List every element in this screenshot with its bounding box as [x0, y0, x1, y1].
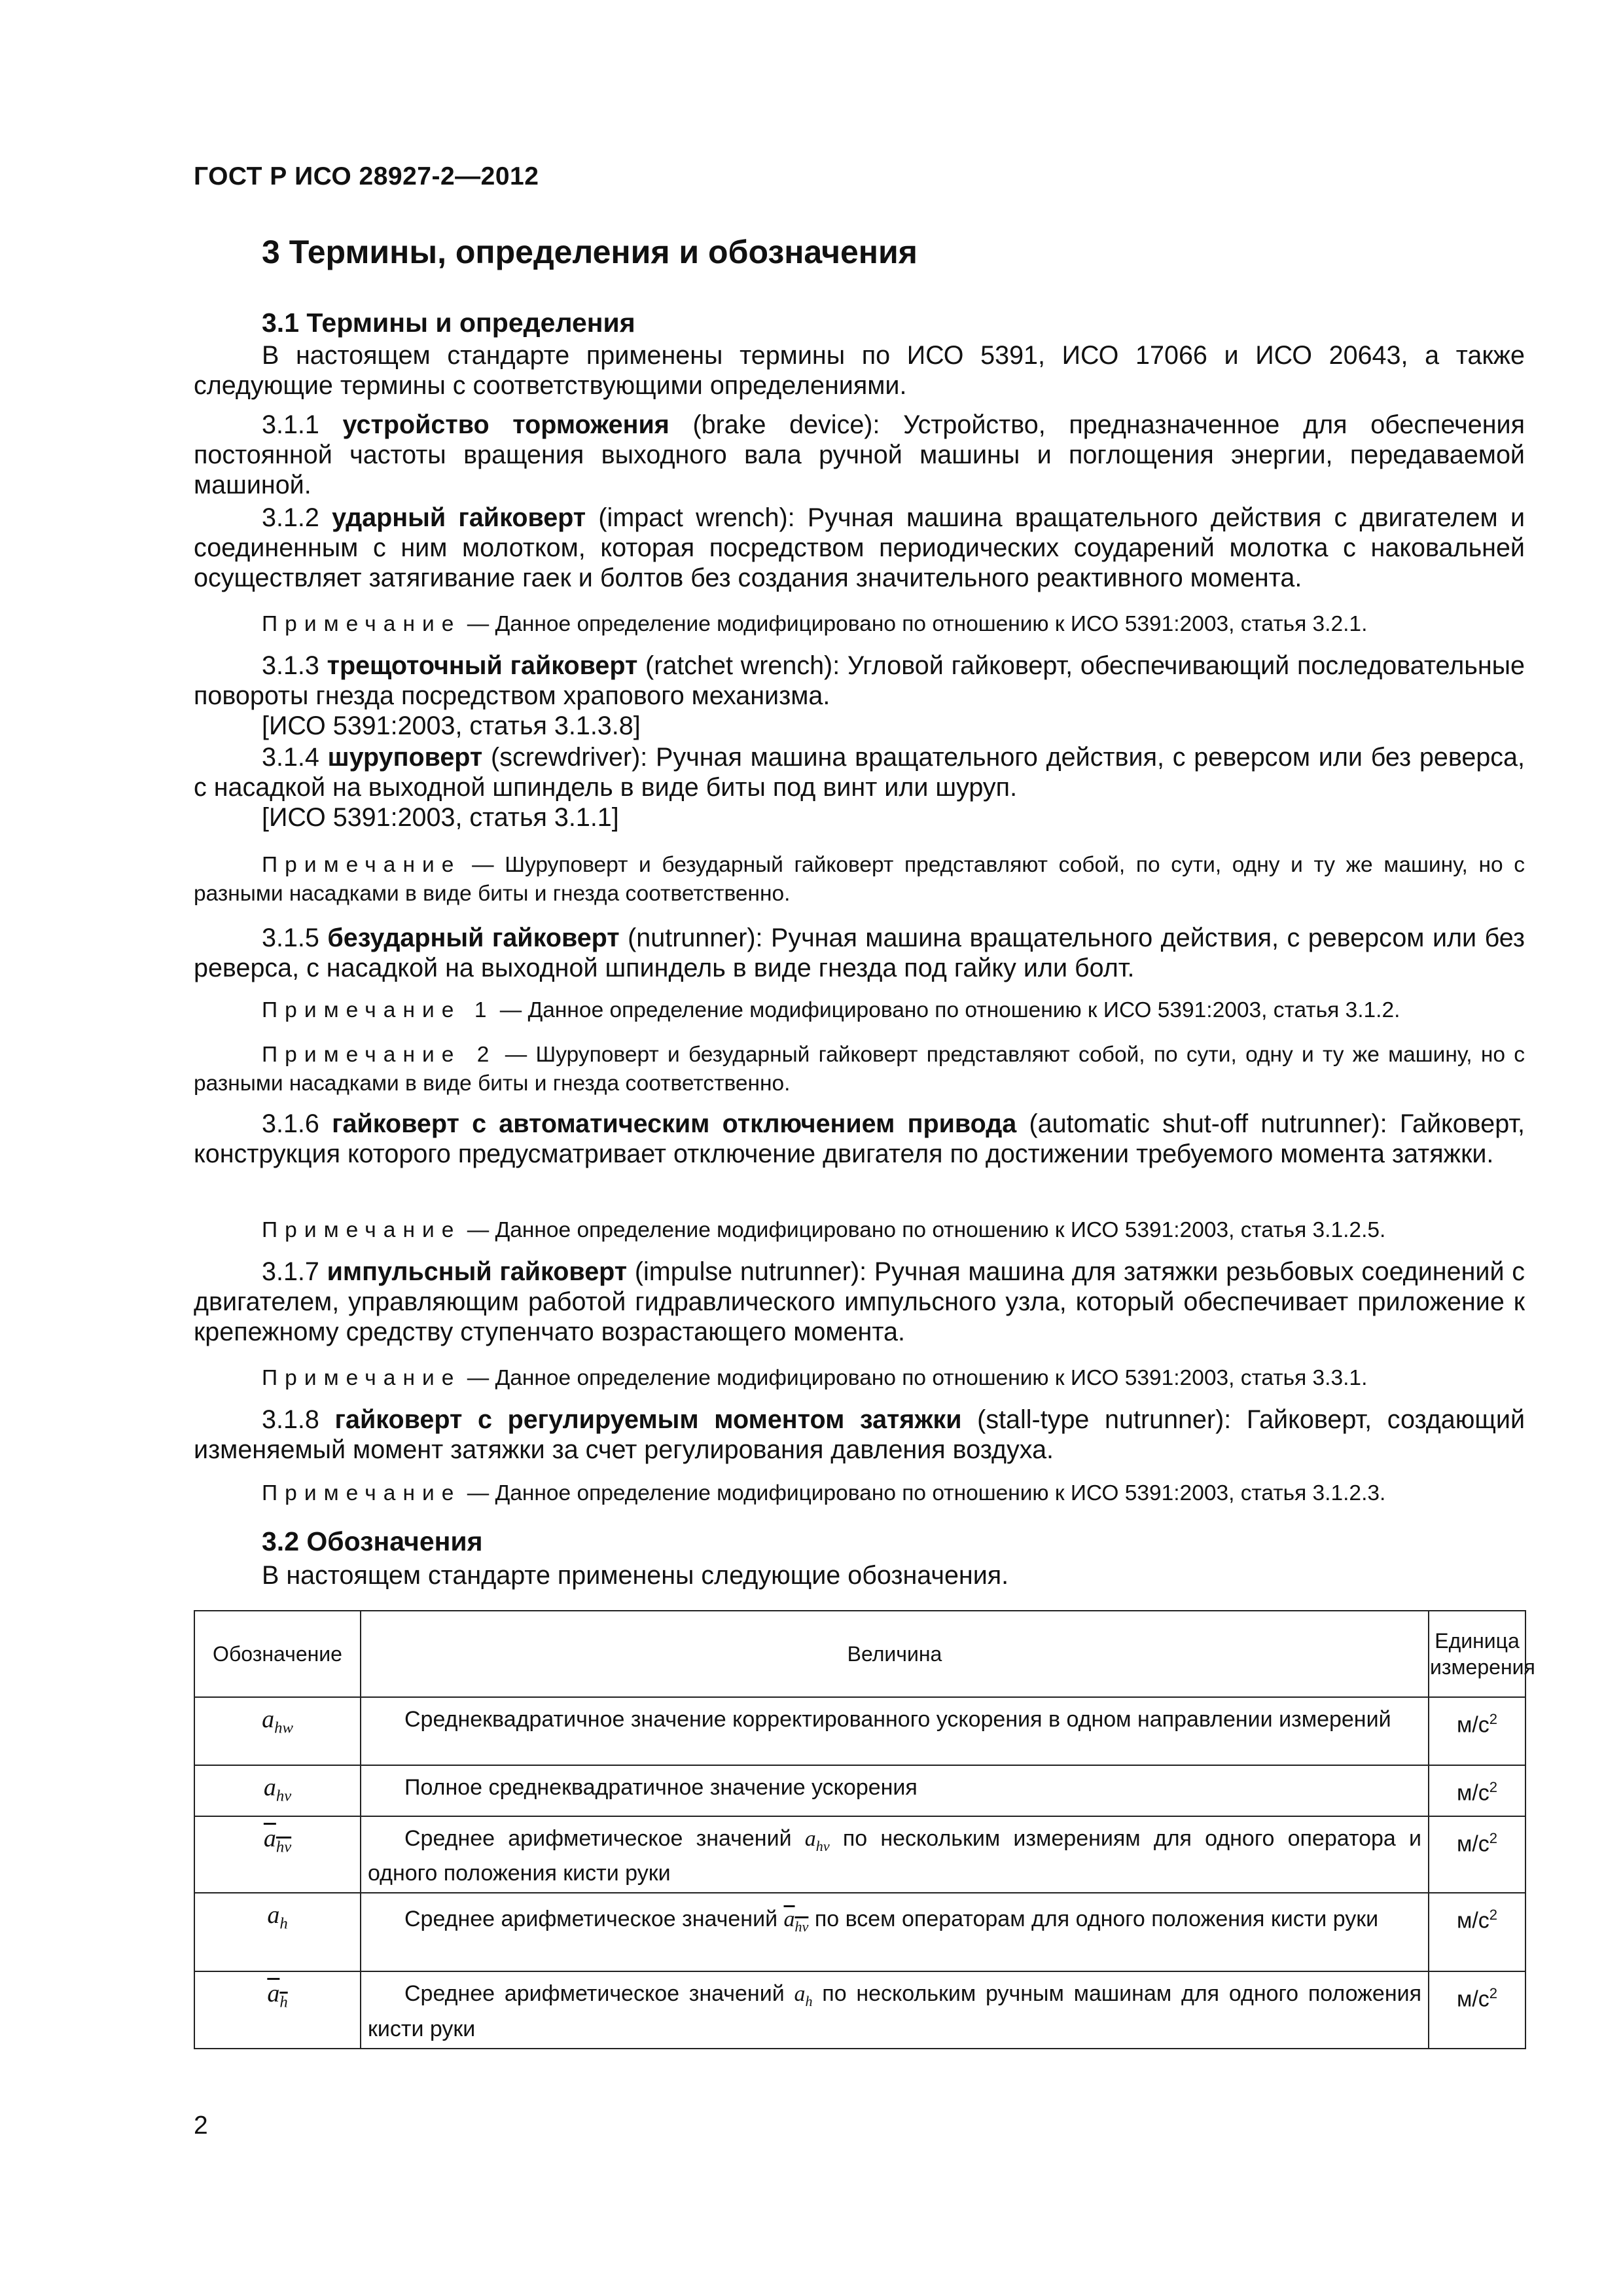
table-row [194, 1765, 1525, 1816]
note-text: — Данное определение модифицировано по отношению к ИСО 5391:2003, статья 3.1.2.5. [461, 1218, 1386, 1242]
symbol-base: a [262, 1706, 275, 1733]
symbol-base: a [267, 1901, 280, 1929]
term-3-1-1 [194, 410, 1525, 500]
symbol-overlined [267, 1980, 288, 2011]
quantity-text: Среднее арифметическое значений [404, 1981, 794, 2007]
unit-cell [1429, 1697, 1525, 1765]
table-header-row [194, 1611, 1525, 1697]
note-text: — Данное определение модифицировано по отношению к ИСО 5391:2003, статья 3.1.2. [493, 998, 1400, 1022]
note-text: — Шуруповерт и безударный гайковерт представляют собой, по сути, одну и ту же машину, но с разными насадками в виде биты и гнезда соответственно. [194, 853, 1525, 906]
term-name: безударный гайковерт [327, 924, 620, 952]
term-definition: (impact wrench): Ручная машина вращательного действия с двигателем и соединенным с ним молотком, которая посредством периодических соударений молотка с наковальней осуществляет затягивание гаек и болтов без создания значительного реактивного момента. [194, 503, 1525, 592]
quantity-text: Среднее арифметическое значений [404, 1907, 784, 1932]
symbol-cell [194, 1893, 361, 1971]
note-3-1-5-second [194, 1041, 1525, 1098]
term-number: 3.1.7 [262, 1257, 327, 1286]
term-name: гайковерт с автоматическим отключением привода [332, 1109, 1017, 1138]
unit-cell [1429, 1765, 1525, 1816]
unit-cell [1429, 1816, 1525, 1893]
symbol-overlined [263, 1824, 292, 1856]
unit-text: м/с [1456, 1986, 1489, 2012]
table-row [194, 1971, 1525, 2049]
subsection-title-terms: 3.1 Термины и определения [262, 308, 635, 338]
symbol-base: a [263, 1774, 276, 1801]
quantity-text: Среднее арифметическое значений [404, 1825, 805, 1851]
terms-intro-paragraph: В настоящем стандарте применены термины по ИСО 5391, ИСО 17066 и ИСО 20643, а также следующие термины с соответствующими определениями. [194, 341, 1525, 400]
note-label: Примечание [262, 1218, 461, 1242]
note-3-1-4 [194, 851, 1525, 908]
symbols-intro-paragraph: В настоящем стандарте применены следующие обозначения. [262, 1561, 1009, 1590]
note-3-1-8 [194, 1479, 1525, 1508]
term-3-1-6 [194, 1109, 1525, 1169]
note-text: — Данное определение модифицировано по отношению к ИСО 5391:2003, статья 3.3.1. [461, 1366, 1368, 1390]
term-3-1-3 [194, 651, 1525, 711]
inline-symbol-subscript: hv [794, 1918, 809, 1935]
quantity-cell [361, 1816, 1429, 1893]
note-label: Примечание 1 [262, 998, 494, 1022]
term-number: 3.1.1 [262, 410, 343, 439]
symbol-cell [194, 1971, 361, 2049]
symbols-table [194, 1610, 1535, 2049]
term-number: 3.1.3 [262, 651, 327, 680]
term-definition: (stall-type nutrunner): Гайковерт, создающий изменяемый момент затяжки за счет регулирования давления воздуха. [194, 1405, 1525, 1464]
term-number: 3.1.4 [262, 743, 328, 772]
subsection-title-symbols: 3.2 Обозначения [262, 1526, 483, 1556]
term-number: 3.1.2 [262, 503, 332, 532]
term-name: импульсный гайковерт [327, 1257, 628, 1286]
unit-text: м/с [1456, 1712, 1489, 1738]
table-row [194, 1893, 1525, 1971]
term-3-1-4 [194, 742, 1525, 802]
inline-symbol-subscript: hv [815, 1837, 830, 1854]
quantity-cell [361, 1893, 1429, 1971]
quantity-text-tail: по всем операторам для одного положения кисти руки [808, 1907, 1379, 1932]
note-3-1-7 [194, 1364, 1525, 1393]
document-header: ГОСТ Р ИСО 28927-2—2012 [194, 162, 539, 190]
header-quantity: Величина [361, 1611, 1429, 1697]
symbol-base: a [263, 1824, 276, 1852]
table-row [194, 1816, 1525, 1893]
inline-symbol: a [794, 1982, 806, 2007]
symbol-cell [194, 1816, 361, 1893]
unit-exponent: 2 [1489, 1829, 1498, 1846]
term-definition: (brake device): Устройство, предназначенное для обеспечения постоянной частоты вращения выходного вала ручной машины и поглощения энергии, передаваемой машиной. [194, 410, 1525, 499]
term-name: ударный гайковерт [332, 503, 586, 532]
table-row [194, 1697, 1525, 1765]
quantity-text-tail: по нескольким измерениям для одного оператора и одного положения кисти руки [368, 1825, 1421, 1886]
term-3-1-7 [194, 1257, 1525, 1347]
reference-3-1-4: [ИСО 5391:2003, статья 3.1.1] [262, 803, 619, 832]
unit-text: м/с [1456, 1780, 1489, 1806]
header-unit [1429, 1611, 1535, 1697]
term-number: 3.1.5 [262, 924, 328, 952]
term-definition: (impulse nutrunner): Ручная машина для затяжки резьбовых соединений с двигателем, управляющим работой гидравлического импульсного узла, который обеспечивает приложение к крепежному средству ступенчато возрастающего момента. [194, 1257, 1525, 1346]
note-3-1-6 [194, 1216, 1525, 1245]
section-title: 3 Термины, определения и обозначения [262, 234, 918, 270]
quantity-cell: Среднеквадратичное значение корректированного ускорения в одном направлении измерений [361, 1697, 1429, 1765]
term-name: шуруповерт [327, 743, 483, 772]
unit-text: м/с [1456, 1831, 1489, 1856]
note-label: Примечание [262, 1366, 461, 1390]
unit-cell [1429, 1971, 1525, 2049]
term-name: трещоточный гайковерт [327, 651, 638, 680]
term-number: 3.1.6 [262, 1109, 332, 1138]
unit-text: м/с [1456, 1908, 1489, 1933]
symbol-subscript: h [279, 1993, 288, 2011]
header-unit-line1: Единица [1435, 1629, 1520, 1653]
term-name: гайковерт с регулируемым моментом затяжки [334, 1405, 962, 1434]
unit-exponent: 2 [1489, 1985, 1498, 2002]
note-label: Примечание 2 [262, 1043, 497, 1067]
note-label: Примечание [262, 1481, 461, 1505]
term-3-1-5 [194, 923, 1525, 983]
note-text: — Данное определение модифицировано по отношению к ИСО 5391:2003, статья 3.1.2.3. [461, 1481, 1386, 1505]
page-number: 2 [194, 2111, 208, 2140]
quantity-text-tail: по нескольким ручным машинам для одного положения кисти руки [368, 1981, 1422, 2042]
inline-symbol-subscript: h [805, 1993, 813, 2010]
unit-exponent: 2 [1489, 1907, 1498, 1924]
inline-symbol: a [804, 1826, 816, 1851]
term-3-1-8 [194, 1405, 1525, 1465]
inline-symbol: a [783, 1907, 795, 1932]
quantity-cell: Полное среднеквадратичное значение ускорения [361, 1765, 1429, 1816]
unit-exponent: 2 [1489, 1711, 1498, 1727]
reference-3-1-3: [ИСО 5391:2003, статья 3.1.3.8] [262, 711, 641, 740]
symbol-cell [194, 1697, 361, 1765]
term-number: 3.1.8 [262, 1405, 335, 1434]
symbol-subscript: h [279, 1914, 288, 1933]
note-3-1-5-first [194, 996, 1525, 1025]
term-definition: (nutrunner): Ручная машина вращательного действия, с реверсом или без реверса, с насадкой на выходной шпиндель в виде гнезда под гайку или болт. [194, 924, 1525, 982]
header-symbol: Обозначение [194, 1611, 361, 1697]
note-label: Примечание [262, 853, 461, 877]
term-name: устройство торможения [342, 410, 669, 439]
term-definition: (ratchet wrench): Угловой гайковерт, обеспечивающий последовательные повороты гнезда посредством храпового механизма. [194, 651, 1525, 710]
note-text: — Данное определение модифицировано по отношению к ИСО 5391:2003, статья 3.2.1. [461, 612, 1368, 636]
symbol-base: a [267, 1980, 280, 2008]
symbol-subscript: hv [276, 1838, 292, 1856]
term-definition: (screwdriver): Ручная машина вращательного действия, с реверсом или без реверса, с насадкой на выходной шпиндель в виде биты под винт или шуруп. [194, 743, 1525, 802]
symbol-subscript: hw [274, 1719, 293, 1737]
unit-cell [1429, 1893, 1525, 1971]
symbol-cell [194, 1765, 361, 1816]
quantity-cell [361, 1971, 1429, 2049]
term-3-1-2 [194, 503, 1525, 593]
header-unit-line2: измерения [1430, 1655, 1535, 1679]
note-3-1-2 [194, 610, 1525, 639]
note-label: Примечание [262, 612, 461, 636]
note-text: — Шуруповерт и безударный гайковерт представляют собой, по сути, одну и ту же машину, но с разными насадками в виде биты и гнезда соответственно. [194, 1043, 1525, 1096]
unit-exponent: 2 [1489, 1779, 1498, 1795]
symbol-subscript: hv [276, 1787, 292, 1805]
term-definition: (automatic shut-off nutrunner): Гайковерт, конструкция которого предусматривает отключение двигателя по достижении требуемого момента затяжки. [194, 1109, 1525, 1168]
